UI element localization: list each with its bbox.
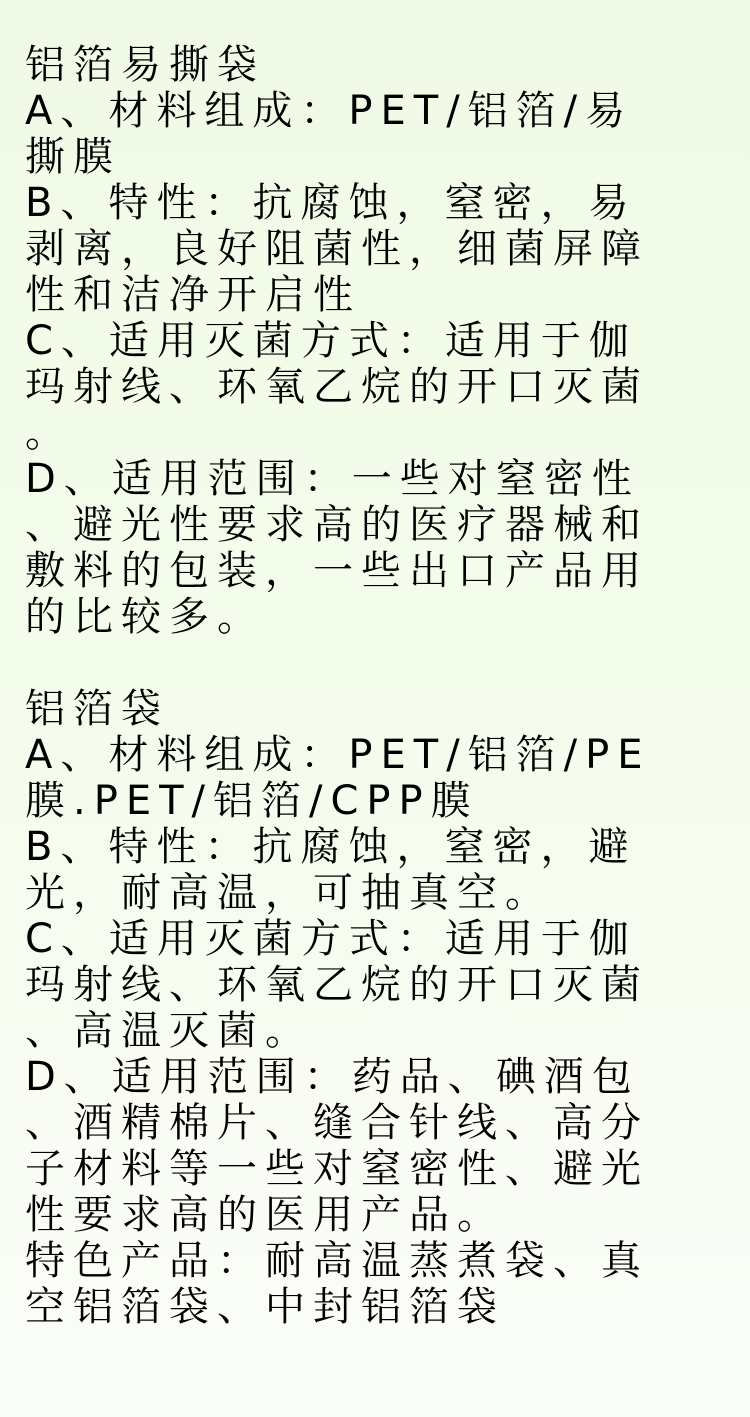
text-line: 。 [25, 410, 73, 456]
text-line: 子材料等一些对窒密性、避光 [25, 1146, 649, 1192]
section-aluminum-easy-peel-bag [25, 42, 725, 640]
text-line: D、适用范围：药品、碘酒包 [25, 1054, 640, 1100]
text-line: 敷料的包装，一些出口产品用 [25, 548, 649, 594]
text-line: 性要求高的医用产品。 [25, 1192, 505, 1238]
text-line: A、材料组成：PET/铝箔/PE [25, 732, 651, 778]
text-line: B、特性：抗腐蚀，窒密，易 [25, 180, 637, 226]
text-line: A、材料组成：PET/铝箔/易 [25, 88, 634, 134]
section-aluminum-bag [25, 686, 725, 1330]
section-spacer [25, 640, 725, 686]
text-line: C、适用灭菌方式：适用于伽 [25, 318, 637, 364]
text-line: 膜.PET/铝箔/CPP膜 [25, 778, 479, 824]
section-title: 铝箔易撕袋 [25, 42, 265, 88]
text-line: D、适用范围：一些对窒密性 [25, 456, 640, 502]
text-line: 性和洁净开启性 [25, 272, 361, 318]
section-title: 铝箔袋 [25, 686, 169, 732]
text-line: 、避光性要求高的医疗器械和 [25, 502, 649, 548]
text-line: 玛射线、环氧乙烷的开口灭菌 [25, 364, 649, 410]
text-line: 特色产品：耐高温蒸煮袋、真 [25, 1238, 649, 1284]
text-line: 的比较多。 [25, 594, 265, 640]
text-line: 、酒精棉片、缝合针线、高分 [25, 1100, 649, 1146]
text-line: 空铝箔袋、中封铝箔袋 [25, 1284, 505, 1330]
text-line: C、适用灭菌方式：适用于伽 [25, 916, 637, 962]
text-line: B、特性：抗腐蚀，窒密，避 [25, 824, 637, 870]
document-body [25, 42, 725, 1330]
text-line: 撕膜 [25, 134, 121, 180]
text-line: 玛射线、环氧乙烷的开口灭菌 [25, 962, 649, 1008]
text-line: 剥离，良好阻菌性，细菌屏障 [25, 226, 649, 272]
text-line: 、高温灭菌。 [25, 1008, 313, 1054]
text-line: 光，耐高温，可抽真空。 [25, 870, 553, 916]
